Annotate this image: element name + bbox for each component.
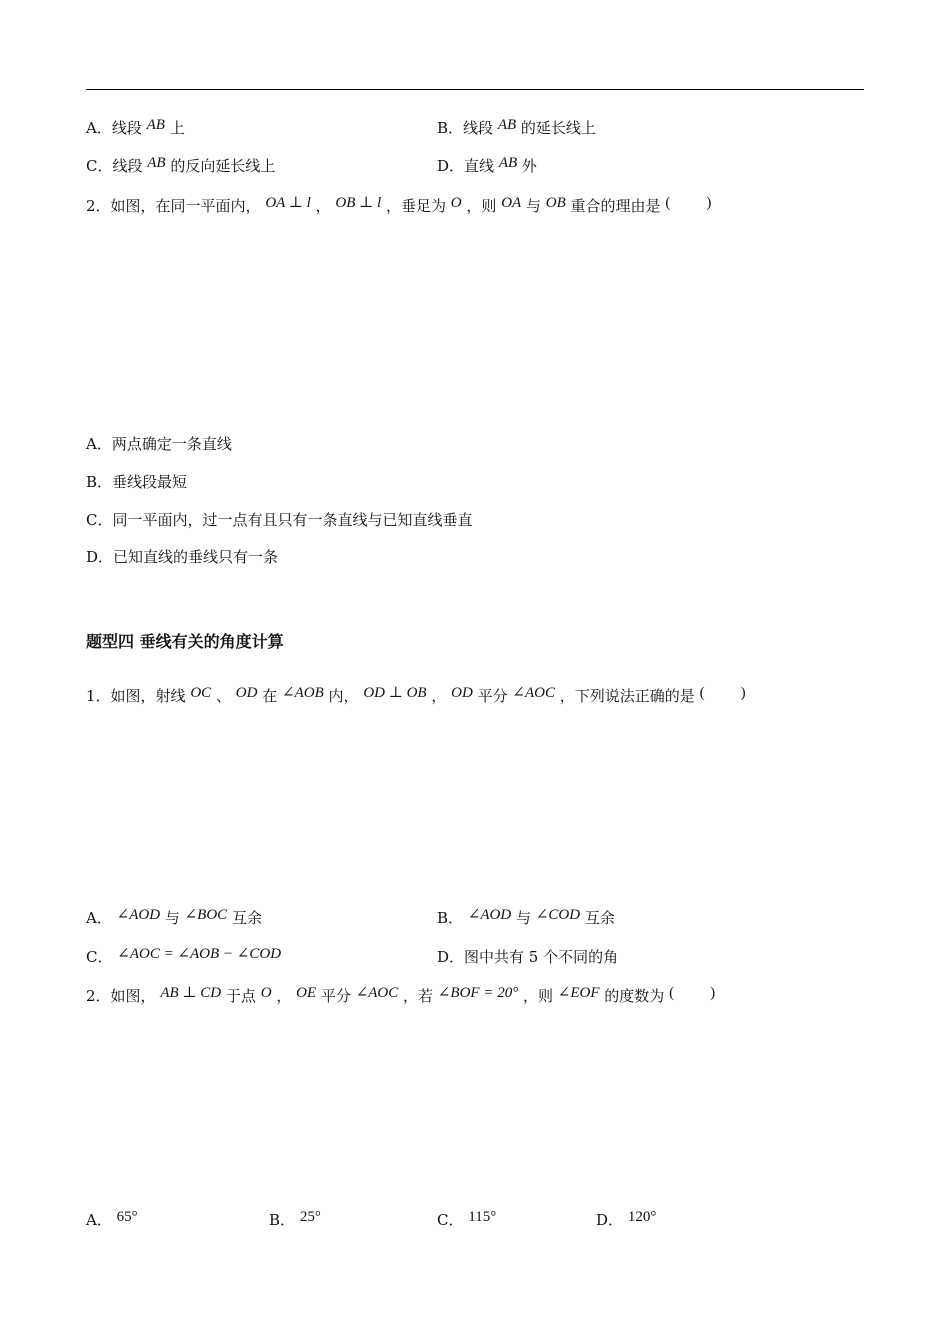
math-expr: AB	[147, 155, 166, 171]
stem-text: ，	[276, 987, 292, 1005]
math-expr: ∠BOF = 20°	[437, 985, 519, 1001]
option-text: 互余	[231, 909, 262, 927]
stem-text: 1．如图，射线	[86, 687, 186, 705]
q2-option-d: D．已知直线的垂线只有一条	[86, 548, 279, 566]
math-expr: OD ⊥ OB	[363, 685, 427, 701]
option-value: 25°	[299, 1209, 321, 1225]
q2-option-c: C．同一平面内，过一点有且只有一条直线与已知直线垂直	[86, 511, 473, 529]
option-label: B．线段	[437, 119, 494, 137]
stem-text: 于点	[225, 987, 256, 1005]
math-expr: ∠AOD	[116, 907, 161, 923]
stem-text: 的度数为	[604, 987, 665, 1005]
s4q2-option-a	[86, 1210, 138, 1231]
q2-stem	[86, 196, 711, 217]
math-expr: ∠COD	[535, 907, 581, 923]
header-rule	[86, 89, 864, 90]
q1-option-b	[437, 118, 596, 139]
answer-paren-open: (	[669, 985, 675, 1001]
math-expr: OA	[501, 195, 522, 211]
option-text: 与	[516, 909, 532, 927]
math-expr: OA ⊥ l	[265, 195, 311, 211]
stem-text: 2．如图，在同一平面内，	[86, 197, 261, 215]
option-label: C．线段	[86, 157, 143, 175]
math-expr: OB	[545, 195, 566, 211]
math-expr: ∠AOC	[512, 685, 555, 701]
math-expr: ∠AOB	[282, 685, 324, 701]
option-label: A．线段	[86, 119, 142, 137]
stem-text: 与	[525, 197, 541, 215]
q1-option-a	[86, 118, 185, 139]
option-label: B．	[437, 909, 464, 927]
answer-paren-open: (	[699, 685, 705, 701]
option-text: 上	[169, 119, 185, 137]
math-expr: ∠AOC = ∠AOB − ∠COD	[117, 946, 282, 962]
stem-text: 内，	[328, 687, 359, 705]
math-expr: ∠AOD	[467, 907, 512, 923]
option-text: 的反向延长线上	[170, 157, 276, 175]
stem-text: 重合的理由是	[570, 197, 661, 215]
stem-text: ，垂足为	[385, 197, 446, 215]
math-expr: ∠AOC	[355, 985, 399, 1001]
option-label: D．	[596, 1211, 624, 1229]
stem-text: 2．如图，	[86, 987, 156, 1005]
math-expr: OE	[296, 985, 317, 1001]
stem-text: 在	[262, 687, 278, 705]
stem-text: ，若	[403, 987, 434, 1005]
q1-option-d	[437, 156, 537, 177]
option-text: 外	[521, 157, 537, 175]
option-label: A．	[86, 909, 112, 927]
s4q1-option-b	[437, 908, 615, 929]
math-expr: ∠EOF	[557, 985, 600, 1001]
q2-option-b: B．垂线段最短	[86, 473, 188, 491]
option-value: 120°	[627, 1209, 657, 1225]
s4q2-option-b	[269, 1210, 321, 1231]
answer-paren-close: )	[710, 985, 716, 1001]
option-label: C．	[86, 948, 113, 966]
stem-text: 平分	[477, 687, 508, 705]
math-expr: OD	[451, 685, 473, 701]
math-expr: O	[450, 195, 462, 211]
answer-paren-close: )	[706, 195, 712, 211]
stem-text: ，	[315, 197, 331, 215]
q1-option-c	[86, 156, 275, 177]
math-expr: OD	[235, 685, 258, 701]
q2-option-a: A．两点确定一条直线	[86, 435, 232, 453]
s4q1-option-d: D．图中共有 5 个不同的角	[437, 948, 619, 966]
answer-paren-open: (	[665, 195, 671, 211]
s4q1-option-c	[86, 947, 281, 968]
math-expr: OC	[190, 685, 212, 701]
stem-text: ，则	[522, 987, 553, 1005]
math-expr: O	[260, 985, 272, 1001]
stem-text: ，则	[466, 197, 497, 215]
option-value: 65°	[116, 1209, 138, 1225]
s4q2-stem	[86, 986, 715, 1007]
s4q1-option-a	[86, 908, 262, 929]
math-expr: AB	[498, 155, 518, 171]
math-expr: ∠BOC	[184, 907, 228, 923]
stem-text: ，	[431, 687, 447, 705]
s4q2-option-d	[596, 1210, 656, 1231]
math-expr: AB	[146, 117, 165, 133]
stem-text: 平分	[320, 987, 351, 1005]
math-expr: AB	[497, 117, 517, 133]
option-label: B．	[269, 1211, 296, 1229]
option-text: 互余	[584, 909, 615, 927]
math-expr: OB ⊥ l	[335, 195, 382, 211]
option-label: C．	[437, 1211, 464, 1229]
s4q2-option-c	[437, 1210, 496, 1231]
option-text: 与	[164, 909, 180, 927]
option-label: D．直线	[437, 157, 495, 175]
s4q1-stem	[86, 686, 746, 707]
option-value: 115°	[468, 1209, 497, 1225]
math-expr: AB ⊥ CD	[160, 985, 222, 1001]
stem-text: 、	[215, 687, 231, 705]
stem-text: ，下列说法正确的是	[559, 687, 695, 705]
section-title: 题型四 垂线有关的角度计算	[86, 632, 284, 651]
option-text: 的延长线上	[520, 119, 596, 137]
answer-paren-close: )	[740, 685, 746, 701]
option-label: A．	[86, 1211, 112, 1229]
